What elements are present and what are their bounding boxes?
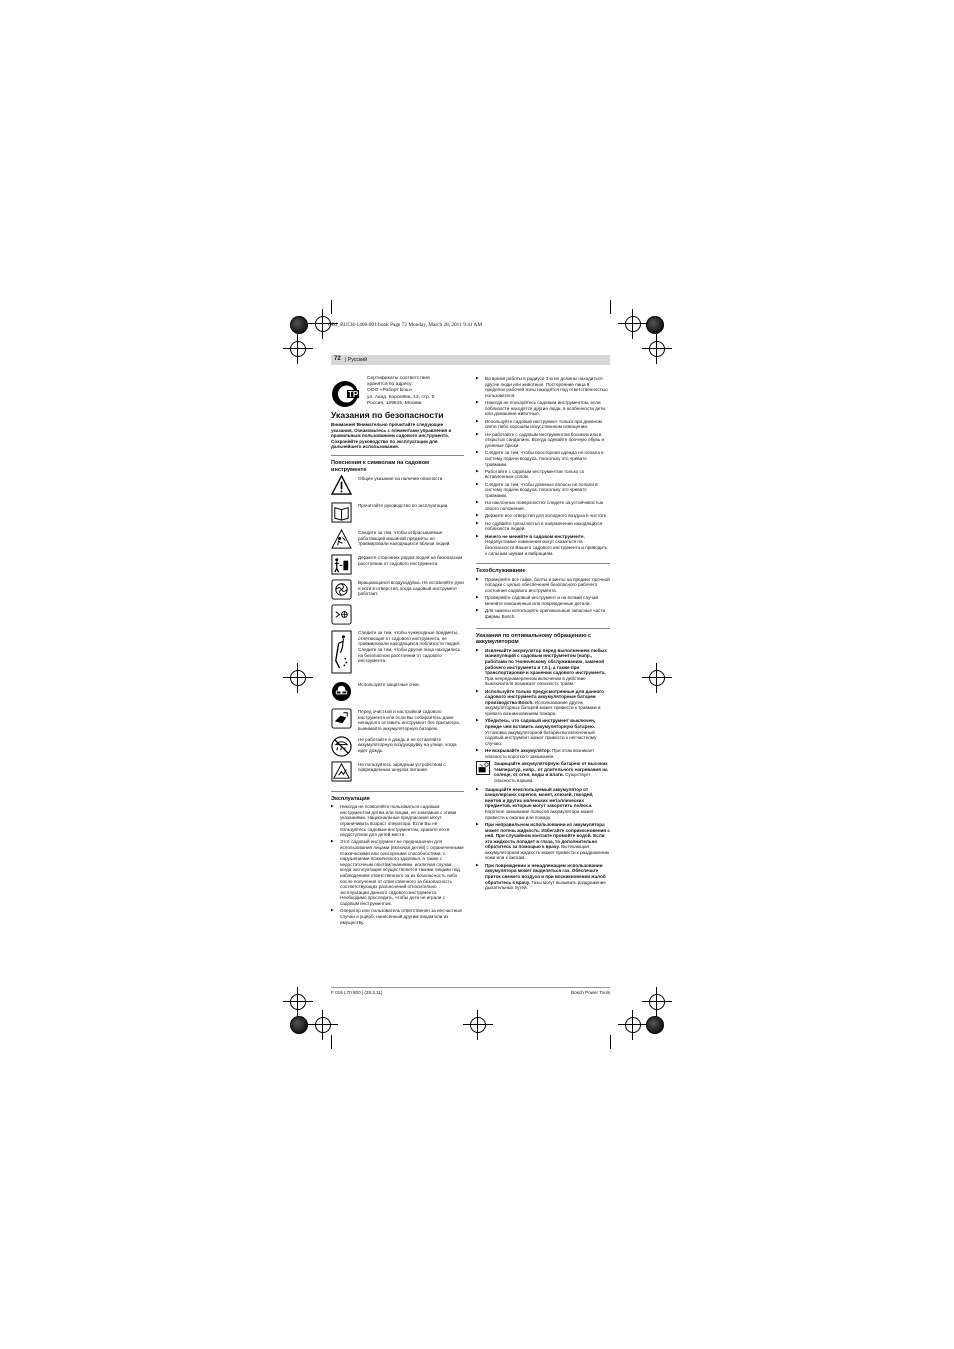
- list-item: ▶ Оператор или пользователь ответственен за несчастные случаи и ущерб, нанесенный другим лицам или их имуществу.: [331, 908, 464, 925]
- list-item-bold: Ничего не меняйте в садовом инструменте.: [485, 533, 585, 539]
- crop-mark-mr: [642, 334, 672, 364]
- symbol-row: [331, 736, 464, 757]
- list-item-bold: Убедитесь, что садовый инструмент выключен, прежде чем вставить аккумуляторную батарею.: [485, 718, 596, 730]
- fan-blade-icon: [331, 604, 352, 625]
- flying-objects-icon: [331, 529, 352, 550]
- heat-warning-bold: Защищайте аккумуляторную батарею от высоких температур, напр., от длительного нагревания на солнце, от огня, воды и влаги.: [494, 761, 608, 778]
- crop-mark-bottom-l: [308, 1010, 338, 1040]
- list-item: [476, 689, 610, 717]
- crop-mark-left-middle: [283, 663, 313, 693]
- list-item-text: Недопустимые изменения могут сказаться на безопасности Вашего садового инструмента и приводить к сильным шумам и вибрациям.: [485, 539, 608, 556]
- list-item: [476, 648, 610, 687]
- symbol-text: Не пользуйтесь зарядным устройством с поврежденным шнуром питания.: [358, 761, 446, 773]
- list-item: ▶ Проверяйте садовый инструмент и на всякий случай меняйте изношенные или поврежденные детали.: [476, 595, 610, 606]
- right-column: [476, 376, 610, 893]
- certificate-text: [367, 376, 434, 407]
- footer-brand: Bosch Power Tools: [571, 990, 610, 995]
- list-item: [476, 822, 610, 861]
- symbol-row: [331, 761, 464, 782]
- list-item: [476, 863, 610, 891]
- thrown-objects-icon: [331, 629, 352, 675]
- footer-divider: [331, 987, 610, 988]
- list-item: ▶ Проверяйте все гайки, болты и винты на предмет прочной посадки с целью обеспечения безопасного рабочего состояния садового инструмента.: [476, 577, 610, 594]
- eac-certification-logo: [331, 380, 359, 408]
- list-item: [476, 787, 610, 821]
- list-item-text: Газы могут вызывать раздражение дыхательных путей.: [485, 879, 606, 891]
- list-item: ▶ Не сдувайте грязь/листья в направлении находящихся поблизости людей.: [476, 521, 610, 532]
- list-item-text: Использование других аккумуляторных батарей может привести к травмам и чревато возникновением пожара.: [485, 699, 601, 717]
- keep-distance-icon: [331, 554, 352, 575]
- battery-heat-icon: [476, 761, 490, 775]
- symbol-text: Не работайте в дождь и не оставляйте аккумуляторную воздуходувку на улице, когда идет дождь.: [358, 736, 457, 753]
- list-item-text: При этом возникает опасность короткого замыкания.: [485, 748, 595, 759]
- list-item-bold: При повреждении и ненадлежащем использовании аккумулятора может выделяться газ. Обеспечьте приток свежего воздуха и при возникновении жалоб обратитесь к врачу.: [485, 862, 606, 885]
- heat-warning-text: [494, 761, 610, 783]
- registration-dot-tl: [290, 316, 308, 334]
- safety-title: Указания по безопасности: [331, 410, 444, 420]
- certificate-line: Сертификаты соответствия: [367, 376, 430, 381]
- symbol-row: [331, 681, 464, 702]
- rotating-blower-icon: [331, 579, 352, 600]
- certificate-line: Россия, 129515, Москва: [367, 400, 422, 406]
- certificate-block: [331, 376, 464, 408]
- file-header: OBJ_BUCH-1406-001.book Page 72 Monday, March 28, 2011 9:41 AM: [328, 322, 483, 328]
- symbol-row: [331, 475, 464, 496]
- crop-line-bottom-left: [331, 1035, 332, 1049]
- symbol-text: Следите за тем, чтобы отбрасываемые работающей машиной предметы не травмировали находящихся вблизи людей.: [358, 530, 451, 547]
- section-divider: [331, 455, 464, 456]
- damaged-cable-icon: [331, 761, 352, 782]
- crop-mark-bottom-c: [463, 1010, 493, 1040]
- heat-warning: [476, 761, 610, 783]
- heat-warning-rest: Существует опасность взрыва.: [494, 772, 591, 783]
- maintenance-title: Техобслуживание: [476, 568, 526, 575]
- certificate-line: ООО «Роберт Бош»: [367, 388, 413, 394]
- symbol-row: [331, 579, 464, 600]
- list-item-bold: При неправильном использовании из аккумулятора может потечь жидкость. Избегайте соприкосновения с ней. При случайном контакте промойте водой. Если эта жидкость попадет в глаза, то дополнительно обратитесь за помощью к врачу.: [485, 821, 610, 850]
- safety-list: [476, 376, 610, 556]
- list-item-bold: Не вскрывайте аккумулятор.: [485, 748, 551, 754]
- list-item: ▶ Не работайте с садовым инструментом босиком или в открытых сандалиях. Всегда одевайте прочную обувь и длинные брюки.: [476, 432, 610, 449]
- symbol-row: [331, 529, 464, 550]
- list-item: [476, 748, 610, 759]
- maintenance-list: [476, 577, 610, 620]
- registration-dot-bl: [290, 1016, 308, 1034]
- symbol-row: [331, 708, 464, 731]
- left-column: [331, 376, 464, 927]
- list-item: ▶ Держите все отверстия для холодного воздуха в чистоте.: [476, 513, 610, 519]
- warning-triangle-icon: [331, 475, 352, 496]
- remove-battery-icon: [331, 708, 352, 729]
- symbol-text: Перед очисткой и настройкой садового инструмента или если Вы собираетесь даже ненадолго оставить инструмент без присмотра, вынимайте аккумуляторную батарею.: [358, 709, 460, 731]
- crop-line-bottom-right: [610, 1035, 611, 1049]
- list-item-bold: Используйте только предусмотренные для данного садового инструмента аккумуляторные батареи производства Bosch.: [485, 688, 604, 705]
- symbol-row: [331, 629, 464, 675]
- page-number: 72: [334, 356, 341, 362]
- operation-list: [331, 804, 464, 925]
- list-item: ▶ Следите за тем, чтобы просторная одежда не попала в систему подачи воздуха, поскольку это чревато травмами.: [476, 450, 610, 467]
- operation-title: Эксплуатация: [331, 795, 370, 802]
- list-item: ▶ Этот садовый инструмент не предназначен для использования лицами (включая детей) с ограниченными психическими или сенсорными способностями, с нарушениями психического здоровья, а также с недостаточным опытом/знаниями, исключая случаи, когда эксплуатация осуществляется такими лицами под наблюдением ответственного за их безопасность либо после получения от ответственного за безопасность соответствующих разъяснений относительно эксплуатации данного садового инструмента. Необходимо проследить, чтобы дети не играли с садовым инструментом.: [331, 839, 464, 906]
- safety-intro: Внимание! Внимательно прочитайте следующие указания. Ознакомьтесь с элементами управления и правильным пользованием садового инструмента. Сохраняйте руководство по эксплуатации для дальнейшего использования.: [331, 422, 452, 450]
- list-item-text: Короткое замыкание полюсов аккумулятора может привести к ожогам или пожару.: [485, 808, 594, 820]
- symbol-text: Держите сторонних рядом людей на безопасном расстоянии от садового инструмента.: [358, 555, 463, 566]
- list-item: [476, 718, 610, 746]
- list-item: ▶ Работайте с садовым инструментом только со вставленным сопом.: [476, 469, 610, 480]
- list-item: ▶ Никогда не позволяйте пользоваться садовым инструментом детям или лицам, не знакомым с этими указаниями. Национальные предписания могут ограничивать возраст оператора. Если Вы не пользуйтесь садовым инструментом, храните его в недоступном для детей месте.: [331, 804, 464, 838]
- list-item: [476, 534, 610, 556]
- symbol-text: [358, 604, 464, 605]
- list-item-text: Установка аккумуляторной батареи во включенный садовый инструмент может привести к несчастному случаю.: [485, 729, 597, 746]
- eac-logo-text: ТР: [348, 390, 359, 399]
- list-item: ▶ Никогда не пользуйтесь садовым инструментом, если поблизости находятся другие люди, в особенности дети, или домашние животные.: [476, 400, 610, 417]
- battery-list-2: [476, 787, 610, 891]
- list-item-text: Вытекающая аккумуляторная жидкость может привести к раздражению кожи или к ожогам.: [485, 844, 610, 861]
- crop-line-top-left: [331, 300, 332, 314]
- certificate-line: хранятся по адресу:: [367, 382, 413, 388]
- crop-mark-ml: [283, 334, 313, 364]
- safety-goggles-icon: [331, 681, 352, 702]
- crop-mark-right-middle: [642, 663, 672, 693]
- page-header-bar: [331, 355, 610, 365]
- registration-dot-br: [646, 1016, 664, 1034]
- battery-title: Указания по оптимальному обращению с аккумулятором: [476, 632, 592, 646]
- section-divider: [476, 563, 610, 564]
- list-item: ▶ На наклонных поверхностях следите за устойчивостью своего положения.: [476, 500, 610, 511]
- list-item: ▶ Для замены используйте оригинальные запасные части фирмы Bosch.: [476, 608, 610, 619]
- symbol-text: Используйте защитные очки.: [358, 682, 420, 688]
- battery-list: [476, 648, 610, 760]
- symbol-row: [331, 502, 464, 523]
- list-item: ▶ Следите за тем, чтобы длинные волосы не попали в систему подачи воздуха, поскольку это чревато травмами.: [476, 482, 610, 499]
- manual-book-icon: [331, 502, 352, 523]
- registration-dot-tr: [646, 316, 664, 334]
- page-language: | Русский: [345, 356, 368, 363]
- symbol-text: Общее указание на наличие опасности.: [358, 476, 444, 482]
- symbol-text: Следите за тем, чтобы чужеродные предметы, отлетающие от садового инструмента, не травмировали находящихся поблизости людей. Следите за тем, чтобы другие лица находились на безопасном расстоянии от садового инструмента.: [358, 630, 461, 664]
- list-item: ▶ Во время работы в радиусе 3 м не должны находиться другие люди или животные. Посторонние лица в пределах рабочей зоны находятся под ответственностью пользователя.: [476, 376, 610, 398]
- list-item-bold: Извлекайте аккумулятор перед выполнением любых манипуляций с садовым инструментом (напр., работами по техническому обслуживанию, заменой рабочего инструмента и т.п.), а также при транспортировке и хранении садового инструмента.: [485, 647, 607, 676]
- crop-mark-bottom-r: [618, 1010, 648, 1040]
- symbol-text: Вращающаяся воздуходувка. Не вставляйте руки и ноги в отверстия, когда садовый инструмент работает.: [358, 580, 464, 597]
- footer-doc-number: F 016 L70 800 | (28.3.11): [331, 990, 383, 995]
- symbol-row: [331, 604, 464, 625]
- section-divider: [331, 791, 464, 792]
- crop-line-top-right: [610, 300, 611, 314]
- list-item-bold: Защищайте неиспользуемый аккумулятор от канцелярских скрепок, монет, ключей, гвоздей, винтов и других маленьких металлических предметов, которые могут закоротить полюса.: [485, 786, 594, 809]
- no-rain-icon: [331, 736, 352, 757]
- symbols-title: Пояснения к символам на садовом инструменте: [331, 459, 430, 473]
- symbol-text: Прочитайте руководство по эксплуатации.: [358, 503, 449, 509]
- list-item-text: При непреднамеренном включении в действие выключателя возникает опасность травм.: [485, 675, 586, 687]
- certificate-line: ул. Акад. Королёва, 13, стр. 5: [367, 394, 435, 400]
- section-divider: [476, 628, 610, 629]
- symbol-row: [331, 554, 464, 575]
- list-item: ▶ Используйте садовый инструмент только при дневном свете либо хорошем искусственном освещении.: [476, 419, 610, 430]
